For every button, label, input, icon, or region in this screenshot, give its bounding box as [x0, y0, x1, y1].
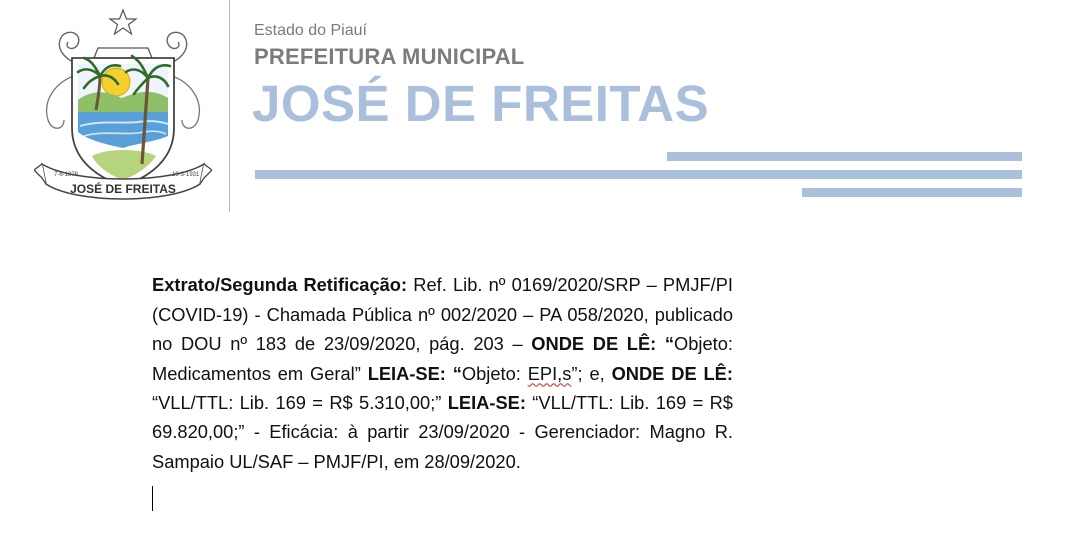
text-cursor	[152, 486, 153, 511]
header-divider	[229, 0, 230, 212]
onde-se-le-label-1: ONDE DE LÊ: “	[531, 333, 675, 355]
new-object-prefix: Objeto:	[461, 362, 528, 384]
crest-date-right: 19-3-1931	[172, 172, 200, 178]
old-value-text: “VLL/TTL: Lib. 169 = R$ 5.310,00;”	[152, 391, 448, 413]
extract-paragraph[interactable]	[152, 270, 733, 476]
reference-text: Ref. Lib. nº 0169/2020/SRP – PMJF/PI (COVID-19) - Chamada Pública nº 002/2020 – PA 058/2020, publicado no DOU nº 183 de 23/09/2020, pág. 203 –	[152, 274, 734, 355]
spellcheck-flagged-word[interactable]: EPI,s	[527, 362, 572, 384]
header-stripe-top	[667, 152, 1022, 161]
header-stripe-middle	[255, 170, 1022, 179]
new-value-and-closing-text: “VLL/TTL: Lib. 169 = R$ 69.820,00;” - Eficácia: à partir 23/09/2020 - Gerenciador: Magno R. Sampaio UL/SAF – PMJF/PI, em 28/09/2020.	[152, 391, 733, 472]
leia-se-label-1: LEIA-SE: “	[367, 362, 462, 384]
old-object-text: Objeto: Medicamentos em Geral”	[152, 333, 733, 384]
leia-se-label-2: LEIA-SE:	[447, 391, 526, 413]
connector-text: ”; e,	[571, 362, 612, 384]
crest-date-left: 7-6-1878	[54, 172, 79, 178]
crest-star-icon	[110, 10, 136, 34]
office-name: PREFEITURA MUNICIPAL	[254, 44, 525, 69]
city-name: JOSÉ DE FREITAS	[252, 75, 710, 132]
municipal-crest-logo	[34, 8, 212, 208]
crest-ribbon-text: JOSÉ DE FREITAS	[70, 182, 176, 196]
state-name: Estado do Piauí	[254, 22, 367, 39]
extract-heading: Extrato/Segunda Retificação:	[152, 274, 408, 296]
onde-se-le-label-2: ONDE DE LÊ:	[611, 362, 733, 384]
header-stripe-bottom	[802, 188, 1022, 197]
